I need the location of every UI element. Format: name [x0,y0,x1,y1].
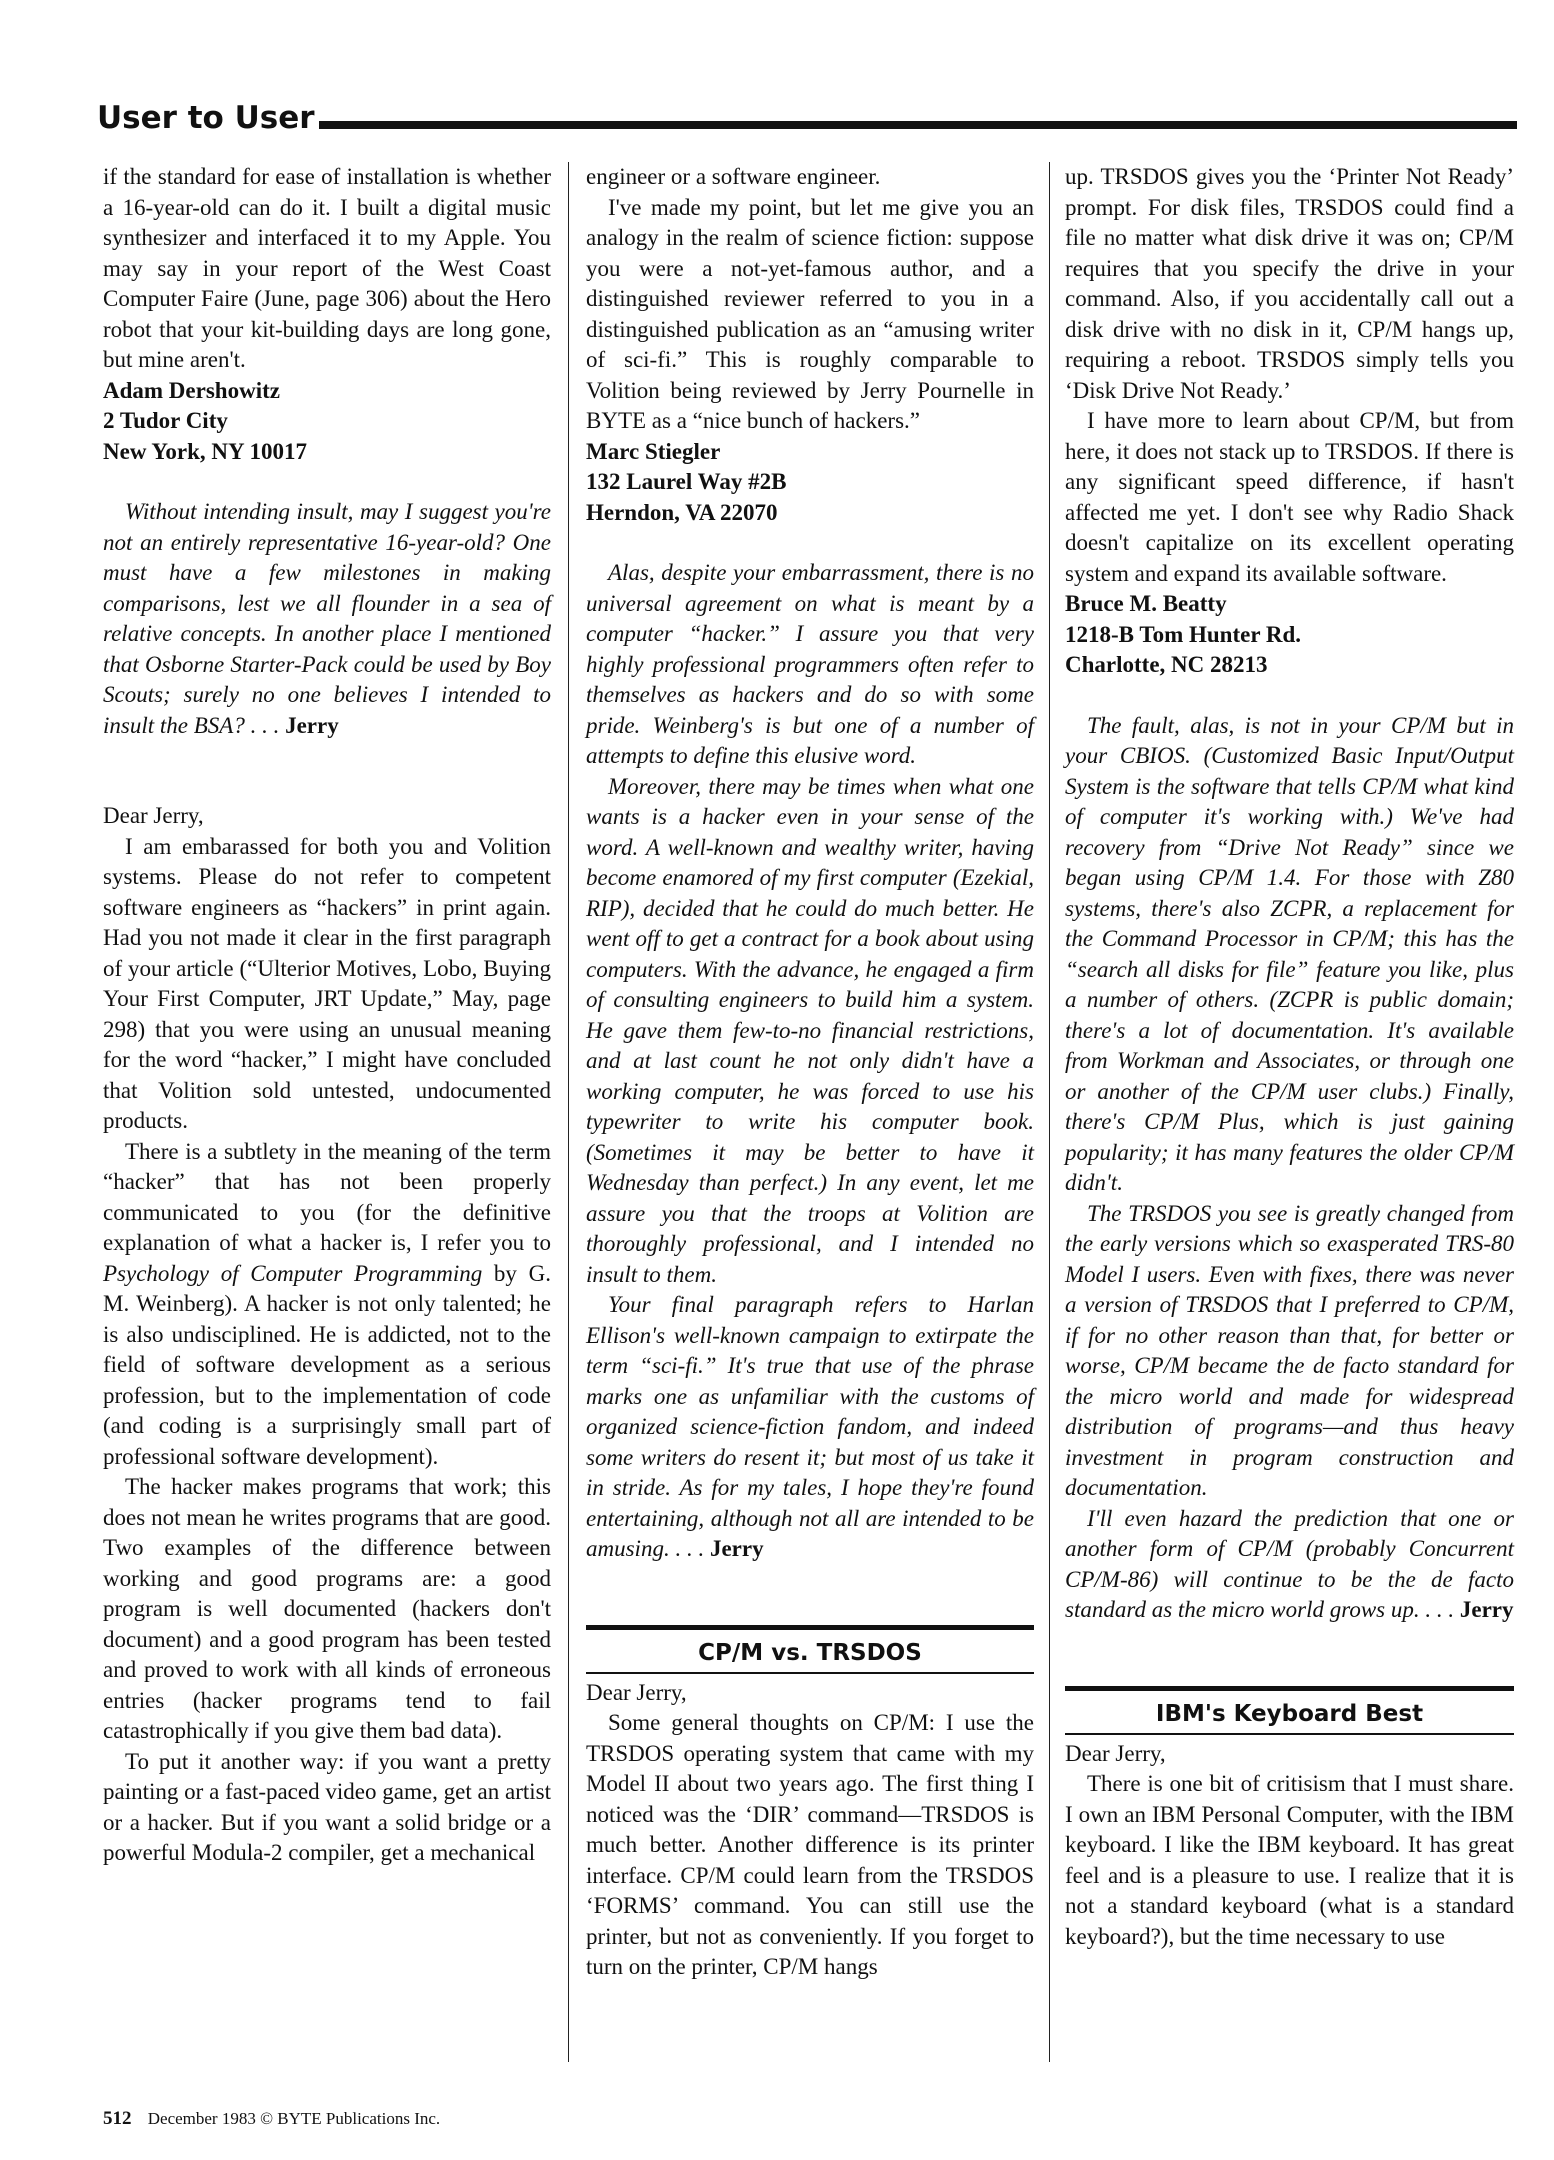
section-title: User to User [97,100,319,136]
signature-address: 132 Laurel Way #2B [586,469,787,494]
column-3 [1065,162,1514,2062]
spacer [1065,1626,1514,1686]
signature-city: Charlotte, NC 28213 [1065,652,1268,677]
salutation: Dear Jerry, [103,803,204,828]
column-2 [586,162,1034,2062]
signature-city: Herndon, VA 22070 [586,499,778,525]
paragraph: There is one bit of critisism that I must share. I own an IBM Personal Computer, with the IBM keyboard. I like the IBM keyboard. It has great feel and is a pleasure to use. I realize that it is not a standard keyboard (what is a standard keyboard?), but the time necessary to use [1065,1771,1514,1949]
signature-address: 1218-B Tom Hunter Rd. [1065,621,1302,647]
spacer [586,528,1034,558]
letter-heading-title: IBM's Keyboard Best [1155,1700,1424,1727]
paragraph: engineer or a software engineer. [586,164,881,189]
reply-text: Without intending insult, may I suggest you're not an entirely representative 16-year-old? One must have a few milestones in making comparisons, lest we all flounder in a sea of relative concepts. In another place I mentioned that Osborne Starter-Pack could be used by Boy Scouts; surely no one believes I intended to insult the BSA? . . . [103,499,551,738]
spacer [586,1565,1034,1625]
column-divider [1049,162,1050,2062]
editor-reply: Alas, despite your embarrassment, there is no universal agreement on what is meant by a computer “hacker.” I assure you that very highly professional programmers often refer to themselves as hackers and do so with some pride. Weinberg's is but one of a number of attempts to define this elusive word. [586,560,1034,768]
paragraph [103,1137,551,1473]
header-rule [315,121,1517,129]
editor-reply [103,497,551,741]
reply-text: Your final paragraph refers to Harlan Ellison's well-known campaign to extirpate the term “sci-fi.” It's true that use of the phrase marks one as unfamiliar with the customs of organized science-fiction fandom, and indeed some writers do resent it; but most of us take it in stride. As for my tales, I hope they're found entertaining, although not all are intended to be amusing. . . . [586,1292,1034,1561]
spacer [103,741,551,801]
paragraph: I've made my point, but let me give you an analogy in the realm of science fiction: suppose you were a not-yet-famous author, and a distinguished reviewer referred to you in a distinguished publication as an “amusing writer of sci-fi.” This is roughly comparable to Volition being reviewed by Jerry Pournelle in BYTE as a “nice bunch of hackers.” [586,194,1034,433]
letter-heading-title: CP/M vs. TRSDOS [698,1639,922,1666]
paragraph: I am embarassed for both you and Volition systems. Please do not refer to competent software engineers as “hackers” in print again. Had you not made it clear in the first paragraph of your article (“Ulterior Motives, Lobo, Buying Your First Computer, JRT Update,” May, page 298) that you were using an unusual meaning for the word “hacker,” I might have concluded that Volition sold untested, undocumented products. [103,833,551,1133]
page-header [97,100,1517,140]
reply-text: I'll even hazard the prediction that one or another form of CP/M (probably Concurrent CP/M-86) will continue to be the de facto standard as the micro world grows up. . . . [1065,1505,1514,1622]
editor-reply: The TRSDOS you see is greatly changed from the early versions which so exasperated TRS-80 Model I users. Even with fixes, there was never a version of TRSDOS that I preferred to CP/M, if for no other reason than that, for better or worse, CP/M became the de facto standard for the micro world and made for widespread distribution of programs—and thus heavy investment in program construction and documentation. [1065,1200,1514,1500]
paragraph: if the standard for ease of installation is whether a 16-year-old can do it. I built a digital music synthesizer and interfaced it to my Apple. You may say in your report of the West Coast Computer Faire (June, page 306) about the Hero robot that your kit-building days are long gone, but mine aren't. [103,164,551,372]
paragraph: Some general thoughts on CP/M: I use the TRSDOS operating system that came with my Model II about two years ago. The first thing I noticed was the ‘DIR’ command—TRSDOS is much better. Another difference is its printer interface. CP/M could learn from the TRSDOS ‘FORMS’ command. You can still use the printer, but not as conveniently. If you forget to turn on the printer, CP/M hangs [586,1710,1034,1979]
page-number: 512 [103,2108,132,2129]
signature-name: Bruce M. Beatty [1065,591,1227,616]
editor-reply: The fault, alas, is not in your CP/M but in your CBIOS. (Customized Basic Input/Output System is the software that tells CP/M what kind of computer it's working with.) We've had recovery from “Drive Not Ready” since we began using CP/M 1.4. For those with Z80 systems, there's also ZCPR, a replacement for the Command Processor in CP/M; this has the “search all disks for file” feature you like, plus a number of others. (ZCPR is public domain; there's a lot of documentation. It's available from Workman and Associates, or through one or another of the CP/M user clubs.) Finally, there's CP/M Plus, which is just gaining popularity; it has many features the older CP/M didn't. [1065,712,1514,1195]
salutation: Dear Jerry, [1065,1740,1166,1766]
footer-credit: December 1983 © BYTE Publications Inc. [147,2109,441,2128]
spacer [103,467,551,497]
spacer [1065,681,1514,711]
editor-reply: Moreover, there may be times when what one wants is a hacker even in your sense of the word. A well-known and wealthy writer, having become enamored of my first computer (Ezekial, RIP), decided that he could do much better. He went off to get a contract for a book about using computers. With the advance, he engaged a firm of consulting engineers to build him a system. He gave them few-to-no financial restrictions, and at last count he not only didn't have a working computer, he was forced to use his typewriter to write his computer book. (Sometimes it may be better to have it Wednesday than perfect.) In any event, let me assure you that the troops at Volition are thoroughly professional, and I intended no insult to them. [586,773,1034,1287]
reply-signature: Jerry [285,712,339,738]
reply-signature: Jerry [1459,1597,1514,1622]
column-divider [568,162,569,2062]
signature-city: New York, NY 10017 [103,438,308,464]
signature-address: 2 Tudor City [103,408,228,433]
letter-heading [1065,1686,1514,1735]
paragraph: To put it another way: if you want a pretty painting or a fast-paced video game, get an artist or a hacker. But if you want a solid bridge or a powerful Modula-2 compiler, get a mechanical [103,1748,551,1865]
column-1 [103,162,551,2062]
editor-reply [586,1290,1034,1565]
reply-signature: Jerry [709,1536,764,1561]
signature-name: Marc Stiegler [586,438,721,464]
heading-rule [586,1672,1034,1674]
book-title: Psychology of Computer Programming [103,1260,483,1286]
paragraph: I have more to learn about CP/M, but from here, it does not stack up to TRSDOS. If there is any significant speed difference, if hasn't affected me yet. I don't see why Radio Shack doesn't capitalize on its excellent operating system and expand its available software. [1065,408,1514,586]
paragraph-text: by G. M. Weinberg). A hacker is not only talented; he is also undisciplined. He is addicted, not to the field of software development as a serious profession, but to the implementation of code (and coding is a surprisingly small part of professional software development). [103,1260,551,1469]
paragraph-text: There is a subtlety in the meaning of the term “hacker” that has not been properly communicated to you (for the definitive explanation of what a hacker is, I refer you to [103,1138,551,1255]
signature-name: Adam Dershowitz [103,377,280,403]
salutation: Dear Jerry, [586,1679,687,1705]
heading-rule [1065,1733,1514,1735]
letter-heading [586,1625,1034,1674]
paragraph: up. TRSDOS gives you the ‘Printer Not Ready’ prompt. For disk files, TRSDOS could find a file no matter what disk drive it was on; CP/M requires that you specify the drive in your command. Also, if you accidentally call out a disk drive with no disk in it, CP/M hangs up, requiring a reboot. TRSDOS simply tells you ‘Disk Drive Not Ready.’ [1065,164,1514,403]
paragraph: The hacker makes programs that work; this does not mean he writes programs that are good. Two examples of the difference between working and good programs are: a good program is well documented (hackers don't document) and a good program has been tested and proved to work with all kinds of erroneous entries (hacker programs tend to fail catastrophically if you give them bad data). [103,1474,551,1743]
page-footer [103,2108,440,2130]
editor-reply [1065,1504,1514,1626]
